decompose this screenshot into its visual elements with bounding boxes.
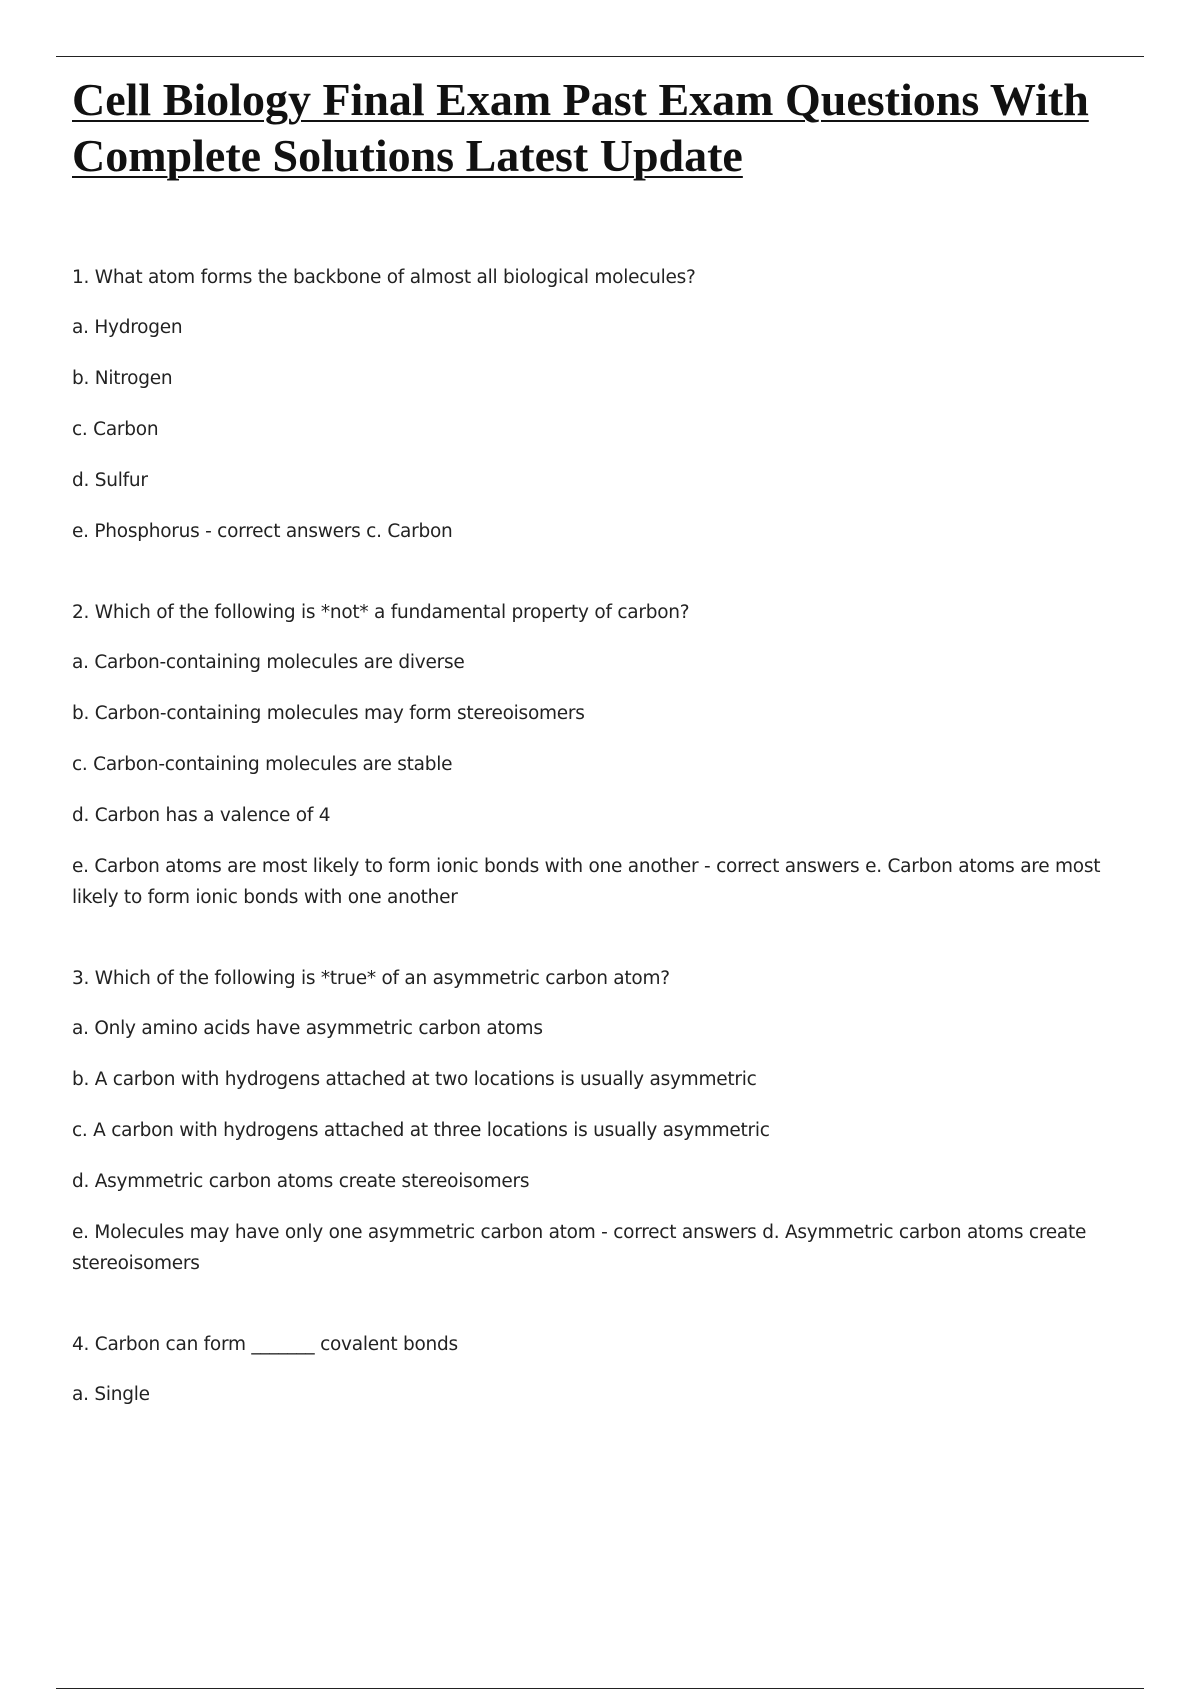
question-text: 2. Which of the following is *not* a fundamental property of carbon?: [72, 602, 690, 623]
answer-option: c. Carbon: [72, 419, 159, 440]
top-rule: [56, 56, 1144, 57]
answer-option: d. Asymmetric carbon atoms create stereoisomers: [72, 1171, 530, 1192]
answer-option-with-solution: e. Molecules may have only one asymmetric carbon atom - correct answers d. Asymmetric carbon atoms create stereoisomers: [72, 1222, 1087, 1274]
question-text: 3. Which of the following is *true* of an asymmetric carbon atom?: [72, 968, 670, 989]
answer-option: a. Single: [72, 1384, 150, 1405]
bottom-rule: [56, 1688, 1144, 1689]
answer-option: c. A carbon with hydrogens attached at three locations is usually asymmetric: [72, 1120, 770, 1141]
answer-option: b. Carbon-containing molecules may form stereoisomers: [72, 703, 585, 724]
question-list: [72, 262, 1152, 1410]
answer-option: d. Carbon has a valence of 4: [72, 805, 331, 826]
answer-option: c. Carbon-containing molecules are stable: [72, 754, 453, 775]
answer-option-with-solution: e. Carbon atoms are most likely to form ionic bonds with one another - correct answers e. Carbon atoms are most likely to form ionic bonds with one another: [72, 856, 1101, 908]
question-4: [72, 1329, 1152, 1410]
answer-option: a. Carbon-containing molecules are diverse: [72, 652, 465, 673]
question-3: [72, 963, 1152, 1279]
answer-option: b. A carbon with hydrogens attached at two locations is usually asymmetric: [72, 1069, 757, 1090]
answer-option: a. Hydrogen: [72, 317, 183, 338]
answer-option: a. Only amino acids have asymmetric carbon atoms: [72, 1018, 543, 1039]
answer-option-with-solution: e. Phosphorus - correct answers c. Carbon: [72, 521, 453, 542]
question-1: [72, 262, 1152, 547]
question-text: 4. Carbon can form _______ covalent bonds: [72, 1334, 458, 1355]
answer-option: d. Sulfur: [72, 470, 148, 491]
question-text: 1. What atom forms the backbone of almost all biological molecules?: [72, 267, 696, 288]
answer-option: b. Nitrogen: [72, 368, 173, 389]
question-2: [72, 597, 1152, 913]
document-title: Cell Biology Final Exam Past Exam Questions With Complete Solutions Latest Update: [72, 74, 1089, 181]
